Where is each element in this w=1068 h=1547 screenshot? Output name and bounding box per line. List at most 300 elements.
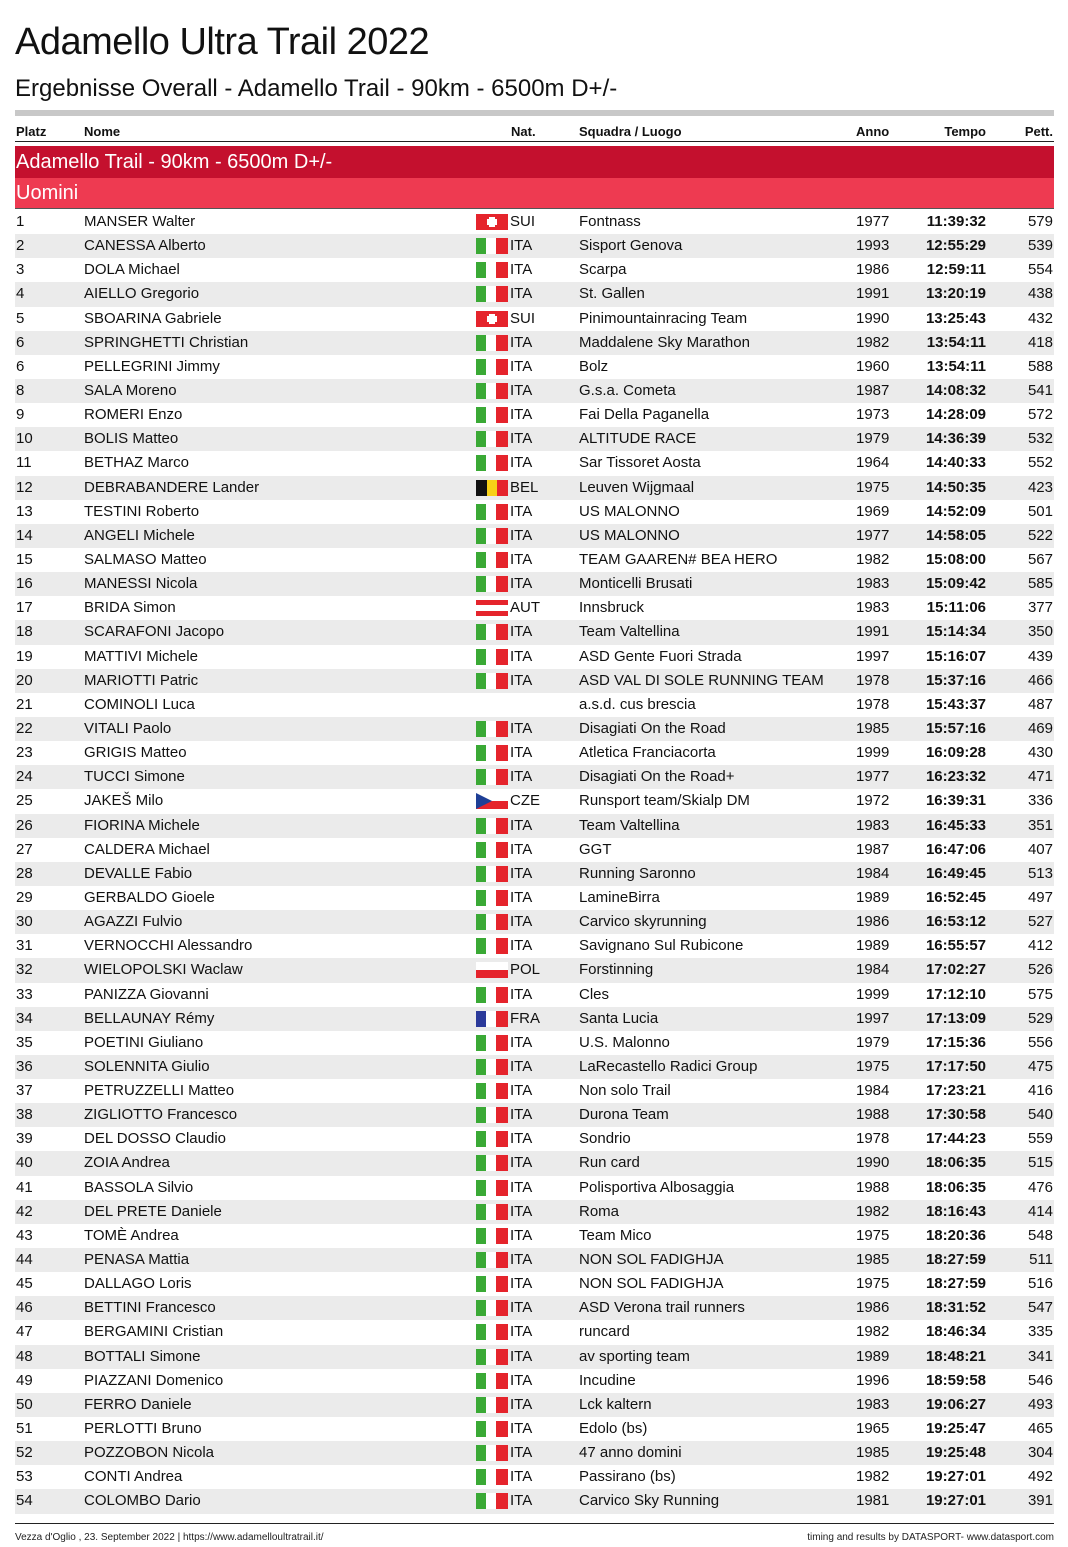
result-pett: 567 xyxy=(1027,550,1053,568)
italy-flag-icon xyxy=(476,431,508,447)
result-tempo: 13:20:19 xyxy=(925,285,986,303)
result-anno: 1987 xyxy=(856,381,890,399)
result-tempo: 19:25:47 xyxy=(925,1420,986,1438)
result-team: Run card xyxy=(579,1154,640,1172)
result-nome: BELLAUNAY Rémy xyxy=(84,1009,215,1027)
result-platz: 42 xyxy=(16,1202,33,1220)
result-tempo: 17:13:09 xyxy=(925,1009,986,1027)
result-pett: 526 xyxy=(1027,961,1053,979)
result-anno: 1990 xyxy=(856,309,890,327)
table-row xyxy=(15,282,1054,306)
result-anno: 1969 xyxy=(856,502,890,520)
result-platz: 51 xyxy=(16,1420,33,1438)
table-row xyxy=(15,1055,1054,1079)
result-team: Fontnass xyxy=(579,213,641,230)
result-anno: 1987 xyxy=(856,840,890,858)
result-nome: PIAZZANI Domenico xyxy=(84,1371,224,1389)
result-tempo: 15:14:34 xyxy=(925,623,986,641)
italy-flag-icon xyxy=(476,552,508,568)
result-nome: AIELLO Gregorio xyxy=(84,285,200,303)
result-platz: 38 xyxy=(16,1106,33,1124)
result-nat: ITA xyxy=(510,744,533,762)
result-team: Roma xyxy=(579,1202,620,1220)
result-team: Disagiati On the Road xyxy=(579,719,726,737)
italy-flag-icon xyxy=(476,914,508,930)
result-platz: 35 xyxy=(16,1033,33,1051)
result-anno: 1960 xyxy=(856,357,890,375)
col-pett: Pett. xyxy=(1024,124,1053,139)
result-platz: 5 xyxy=(16,309,25,327)
result-platz: 22 xyxy=(16,719,33,737)
result-team: Monticelli Brusati xyxy=(579,575,693,593)
result-nome: ANGELI Michele xyxy=(84,526,195,544)
result-anno: 1985 xyxy=(856,719,890,737)
result-tempo: 18:31:52 xyxy=(925,1299,986,1317)
result-nat: ITA xyxy=(510,1226,533,1244)
result-pett: 497 xyxy=(1027,888,1053,906)
result-tempo: 16:47:06 xyxy=(925,840,986,858)
result-pett: 416 xyxy=(1027,1082,1053,1100)
result-anno: 1981 xyxy=(856,1492,890,1510)
result-platz: 47 xyxy=(16,1323,33,1341)
italy-flag-icon xyxy=(476,1445,508,1461)
result-team: Leuven Wijgmaal xyxy=(579,478,695,496)
result-team: 47 anno domini xyxy=(579,1444,682,1462)
result-pett: 475 xyxy=(1027,1057,1053,1075)
result-nome: AGAZZI Fulvio xyxy=(84,913,183,931)
result-anno: 1993 xyxy=(856,237,890,255)
result-pett: 432 xyxy=(1027,309,1053,327)
result-pett: 466 xyxy=(1027,671,1053,689)
result-team: Lck kaltern xyxy=(579,1395,652,1413)
result-tempo: 18:59:58 xyxy=(925,1371,986,1389)
result-nat: ITA xyxy=(510,1130,533,1148)
result-pett: 351 xyxy=(1027,816,1053,834)
result-pett: 336 xyxy=(1027,792,1053,810)
result-nat: ITA xyxy=(510,381,533,399)
result-pett: 476 xyxy=(1027,1178,1053,1196)
result-tempo: 17:23:21 xyxy=(925,1082,986,1100)
page-subtitle: Ergebnisse Overall - Adamello Trail - 90km - 6500m D+/- xyxy=(15,75,618,102)
result-nome: BASSOLA Silvio xyxy=(84,1178,194,1196)
result-pett: 493 xyxy=(1027,1395,1053,1413)
result-pett: 546 xyxy=(1027,1371,1053,1389)
result-platz: 6 xyxy=(16,357,25,375)
result-anno: 1975 xyxy=(856,1057,890,1075)
result-tempo: 17:15:36 xyxy=(925,1033,986,1051)
result-team: Carvico skyrunning xyxy=(579,913,707,931)
result-nome: COMINOLI Luca xyxy=(84,695,195,713)
result-nome: PETRUZZELLI Matteo xyxy=(84,1082,235,1100)
result-pett: 552 xyxy=(1027,454,1053,472)
result-anno: 1999 xyxy=(856,744,890,762)
result-platz: 30 xyxy=(16,913,33,931)
result-anno: 1979 xyxy=(856,430,890,448)
result-nome: SPRINGHETTI Christian xyxy=(84,333,249,351)
col-tempo: Tempo xyxy=(944,124,986,139)
result-platz: 54 xyxy=(16,1492,33,1510)
result-tempo: 14:50:35 xyxy=(925,478,986,496)
result-team: ALTITUDE RACE xyxy=(579,430,697,448)
result-nome: ZOIA Andrea xyxy=(84,1154,170,1172)
result-pett: 588 xyxy=(1027,357,1053,375)
result-pett: 516 xyxy=(1027,1275,1053,1293)
table-row xyxy=(15,258,1054,282)
result-team: runcard xyxy=(579,1323,630,1341)
result-anno: 1975 xyxy=(856,1275,890,1293)
result-tempo: 19:27:01 xyxy=(925,1468,986,1486)
result-nome: TESTINI Roberto xyxy=(84,502,200,520)
italy-flag-icon xyxy=(476,938,508,954)
table-row xyxy=(15,572,1054,596)
result-nat: ITA xyxy=(510,1033,533,1051)
table-row xyxy=(15,983,1054,1007)
result-team: US MALONNO xyxy=(579,502,680,520)
result-pett: 465 xyxy=(1027,1420,1053,1438)
result-team: Maddalene Sky Marathon xyxy=(579,333,750,351)
result-nome: BOTTALI Simone xyxy=(84,1347,201,1365)
italy-flag-icon xyxy=(476,455,508,471)
result-platz: 6 xyxy=(16,333,25,351)
result-anno: 1982 xyxy=(856,1468,890,1486)
result-tempo: 14:28:09 xyxy=(925,406,986,424)
result-nat: SUI xyxy=(510,309,536,327)
result-platz: 23 xyxy=(16,744,33,762)
czech-flag-icon xyxy=(476,793,508,809)
result-nat: ITA xyxy=(510,1057,533,1075)
table-row xyxy=(15,1079,1054,1103)
result-nome: BOLIS Matteo xyxy=(84,430,179,448)
result-anno: 1982 xyxy=(856,550,890,568)
result-anno: 1986 xyxy=(856,1299,890,1317)
result-nome: CONTI Andrea xyxy=(84,1468,183,1486)
result-nat: ITA xyxy=(510,864,533,882)
result-team: Team Valtellina xyxy=(579,623,680,641)
result-pett: 423 xyxy=(1027,478,1053,496)
result-nome: DEL PRETE Daniele xyxy=(84,1202,222,1220)
result-anno: 1984 xyxy=(856,864,890,882)
result-nat: ITA xyxy=(510,261,533,279)
result-nome: MATTIVI Michele xyxy=(84,647,198,665)
result-nome: CALDERA Michael xyxy=(84,840,210,858)
result-anno: 1965 xyxy=(856,1420,890,1438)
result-nome: DEVALLE Fabio xyxy=(84,864,193,882)
result-anno: 1985 xyxy=(856,1444,890,1462)
italy-flag-icon xyxy=(476,1324,508,1340)
result-team: Savignano Sul Rubicone xyxy=(579,937,744,955)
result-platz: 19 xyxy=(16,647,33,665)
result-nat: ITA xyxy=(510,1299,533,1317)
result-nome: BETTINI Francesco xyxy=(84,1299,216,1317)
result-nome: PENASA Mattia xyxy=(84,1251,190,1269)
table-row xyxy=(15,1127,1054,1151)
result-nome: WIELOPOLSKI Waclaw xyxy=(84,961,243,979)
result-nat: ITA xyxy=(510,913,533,931)
result-nat: ITA xyxy=(510,985,533,1003)
result-tempo: 14:40:33 xyxy=(925,454,986,472)
table-row xyxy=(15,524,1054,548)
result-team: LaRecastello Radici Group xyxy=(579,1057,758,1075)
result-team: NON SOL FADIGHJA xyxy=(579,1251,724,1269)
result-tempo: 17:17:50 xyxy=(925,1057,986,1075)
result-anno: 1984 xyxy=(856,961,890,979)
result-team: Running Saronno xyxy=(579,864,696,882)
result-nome: MARIOTTI Patric xyxy=(84,671,199,689)
result-anno: 1989 xyxy=(856,937,890,955)
italy-flag-icon xyxy=(476,1252,508,1268)
result-tempo: 15:09:42 xyxy=(925,575,986,593)
result-team: Edolo (bs) xyxy=(579,1420,648,1438)
result-tempo: 12:55:29 xyxy=(925,237,986,255)
result-team: Team Mico xyxy=(579,1226,652,1244)
poland-flag-icon xyxy=(476,962,508,978)
italy-flag-icon xyxy=(476,1204,508,1220)
result-pett: 522 xyxy=(1027,526,1053,544)
result-nat: ITA xyxy=(510,623,533,641)
result-anno: 1989 xyxy=(856,1347,890,1365)
table-row xyxy=(15,355,1054,379)
result-pett: 469 xyxy=(1027,719,1053,737)
result-anno: 1975 xyxy=(856,478,890,496)
table-row xyxy=(15,476,1054,500)
table-row xyxy=(15,1369,1054,1393)
result-tempo: 17:02:27 xyxy=(925,961,986,979)
result-platz: 31 xyxy=(16,937,33,955)
result-pett: 554 xyxy=(1027,261,1053,279)
result-nat: ITA xyxy=(510,285,533,303)
result-pett: 501 xyxy=(1027,502,1053,520)
result-team: Scarpa xyxy=(579,261,627,279)
result-pett: 548 xyxy=(1027,1226,1053,1244)
italy-flag-icon xyxy=(476,673,508,689)
result-anno: 1977 xyxy=(856,768,890,786)
result-platz: 4 xyxy=(16,285,25,303)
result-anno: 1999 xyxy=(856,985,890,1003)
result-nome: BERGAMINI Cristian xyxy=(84,1323,224,1341)
result-nat: SUI xyxy=(510,213,536,230)
table-row xyxy=(15,403,1054,427)
result-nat: ITA xyxy=(510,719,533,737)
result-platz: 48 xyxy=(16,1347,33,1365)
result-platz: 12 xyxy=(16,478,33,496)
table-row xyxy=(15,548,1054,572)
italy-flag-icon xyxy=(476,359,508,375)
italy-flag-icon xyxy=(476,1397,508,1413)
italy-flag-icon xyxy=(476,1131,508,1147)
result-team: TEAM GAAREN# BEA HERO xyxy=(579,550,778,568)
result-nat: ITA xyxy=(510,647,533,665)
table-row xyxy=(15,427,1054,451)
footer-right: timing and results by DATASPORT- www.datasport.com xyxy=(807,1532,1054,1543)
result-nome: DOLA Michael xyxy=(84,261,180,279)
result-platz: 9 xyxy=(16,406,25,424)
italy-flag-icon xyxy=(476,1349,508,1365)
result-nat: ITA xyxy=(510,1178,533,1196)
table-row xyxy=(15,331,1054,355)
result-platz: 3 xyxy=(16,261,25,279)
result-nat: ITA xyxy=(510,1395,533,1413)
result-nat: ITA xyxy=(510,1468,533,1486)
result-anno: 1989 xyxy=(856,888,890,906)
italy-flag-icon xyxy=(476,1300,508,1316)
result-nome: DEL DOSSO Claudio xyxy=(84,1130,227,1148)
result-pett: 439 xyxy=(1027,647,1053,665)
result-nat: ITA xyxy=(510,575,533,593)
result-team: Cles xyxy=(579,985,610,1003)
switzerland-flag-icon xyxy=(476,214,508,230)
result-anno: 1986 xyxy=(856,261,890,279)
result-anno: 1982 xyxy=(856,1323,890,1341)
result-platz: 29 xyxy=(16,888,33,906)
result-team: Durona Team xyxy=(579,1106,669,1124)
result-platz: 26 xyxy=(16,816,33,834)
result-anno: 1978 xyxy=(856,671,890,689)
table-row xyxy=(15,1296,1054,1320)
italy-flag-icon xyxy=(476,866,508,882)
result-tempo: 18:06:35 xyxy=(925,1178,986,1196)
result-platz: 44 xyxy=(16,1251,33,1269)
result-platz: 40 xyxy=(16,1154,33,1172)
result-nat: ITA xyxy=(510,1154,533,1172)
result-anno: 1982 xyxy=(856,1202,890,1220)
result-platz: 53 xyxy=(16,1468,33,1486)
italy-flag-icon xyxy=(476,890,508,906)
result-platz: 41 xyxy=(16,1178,33,1196)
result-pett: 438 xyxy=(1027,285,1053,303)
table-row xyxy=(15,886,1054,910)
italy-flag-icon xyxy=(476,1228,508,1244)
result-nome: MANESSI Nicola xyxy=(84,575,198,593)
result-platz: 45 xyxy=(16,1275,33,1293)
result-nat: ITA xyxy=(510,1347,533,1365)
result-anno: 1983 xyxy=(856,816,890,834)
result-tempo: 16:39:31 xyxy=(925,792,986,810)
result-anno: 1984 xyxy=(856,1082,890,1100)
result-nome: PANIZZA Giovanni xyxy=(84,985,209,1003)
result-nome: DALLAGO Loris xyxy=(84,1275,192,1293)
result-pett: 304 xyxy=(1027,1444,1053,1462)
result-anno: 1991 xyxy=(856,285,890,303)
table-row xyxy=(15,1200,1054,1224)
table-row xyxy=(15,1320,1054,1344)
austria-flag-icon xyxy=(476,600,508,616)
result-nat: ITA xyxy=(510,1251,533,1269)
result-nome: MANSER Walter xyxy=(84,213,196,230)
result-platz: 15 xyxy=(16,550,33,568)
italy-flag-icon xyxy=(476,721,508,737)
result-tempo: 16:55:57 xyxy=(925,937,986,955)
result-pett: 492 xyxy=(1027,1468,1053,1486)
result-tempo: 18:48:21 xyxy=(925,1347,986,1365)
footer-left: Vezza d'Oglio , 23. September 2022 | https://www.adamelloultratrail.it/ xyxy=(15,1532,324,1543)
italy-flag-icon xyxy=(476,286,508,302)
result-nome: SALMASO Matteo xyxy=(84,550,207,568)
table-row xyxy=(15,1441,1054,1465)
result-platz: 25 xyxy=(16,792,33,810)
result-pett: 539 xyxy=(1027,237,1053,255)
result-anno: 1997 xyxy=(856,647,890,665)
result-team: G.s.a. Cometa xyxy=(579,381,676,399)
result-team: Polisportiva Albosaggia xyxy=(579,1178,735,1196)
italy-flag-icon xyxy=(476,1059,508,1075)
table-row xyxy=(15,1272,1054,1296)
result-nome: ZIGLIOTTO Francesco xyxy=(84,1106,238,1124)
table-row xyxy=(15,596,1054,620)
result-tempo: 14:36:39 xyxy=(925,430,986,448)
table-row xyxy=(15,1007,1054,1031)
result-nat: ITA xyxy=(510,406,533,424)
result-nome: SALA Moreno xyxy=(84,381,177,399)
result-platz: 27 xyxy=(16,840,33,858)
france-flag-icon xyxy=(476,1011,508,1027)
result-team: Non solo Trail xyxy=(579,1082,671,1100)
result-pett: 414 xyxy=(1027,1202,1053,1220)
result-tempo: 16:45:33 xyxy=(925,816,986,834)
result-pett: 575 xyxy=(1027,985,1053,1003)
result-team: Sisport Genova xyxy=(579,237,683,255)
result-pett: 527 xyxy=(1027,913,1053,931)
result-nome: JAKEŠ Milo xyxy=(84,792,164,810)
result-nome: TOMÈ Andrea xyxy=(84,1226,179,1244)
result-tempo: 19:25:48 xyxy=(925,1444,986,1462)
result-tempo: 16:09:28 xyxy=(925,744,986,762)
result-nat: ITA xyxy=(510,1106,533,1124)
result-nome: VERNOCCHI Alessandro xyxy=(84,937,253,955)
result-team: St. Gallen xyxy=(579,285,645,303)
result-team: Sondrio xyxy=(579,1130,631,1148)
italy-flag-icon xyxy=(476,1493,508,1509)
result-nat: ITA xyxy=(510,768,533,786)
result-nat: ITA xyxy=(510,1202,533,1220)
table-row xyxy=(15,1031,1054,1055)
result-pett: 335 xyxy=(1027,1323,1053,1341)
result-pett: 529 xyxy=(1027,1009,1053,1027)
italy-flag-icon xyxy=(476,238,508,254)
result-tempo: 15:11:06 xyxy=(926,599,986,617)
result-anno: 1973 xyxy=(856,406,890,424)
table-row xyxy=(15,910,1054,934)
column-header-row xyxy=(15,120,1054,142)
result-platz: 46 xyxy=(16,1299,33,1317)
result-pett: 471 xyxy=(1027,768,1053,786)
result-tempo: 16:23:32 xyxy=(925,768,986,786)
result-team: Atletica Franciacorta xyxy=(579,744,716,762)
result-team: Runsport team/Skialp DM xyxy=(579,792,750,810)
result-platz: 8 xyxy=(16,381,25,399)
result-anno: 1990 xyxy=(856,1154,890,1172)
result-anno: 1996 xyxy=(856,1371,890,1389)
result-tempo: 18:46:34 xyxy=(925,1323,986,1341)
italy-flag-icon xyxy=(476,262,508,278)
result-nat: ITA xyxy=(510,333,533,351)
result-platz: 14 xyxy=(16,526,33,544)
result-team: Disagiati On the Road+ xyxy=(579,768,735,786)
result-nome: PELLEGRINI Jimmy xyxy=(84,357,220,375)
result-team: LamineBirra xyxy=(579,888,660,906)
result-team: Incudine xyxy=(579,1371,636,1389)
result-platz: 39 xyxy=(16,1130,33,1148)
result-pett: 585 xyxy=(1027,575,1053,593)
result-tempo: 15:37:16 xyxy=(925,671,986,689)
result-nome: SBOARINA Gabriele xyxy=(84,309,222,327)
italy-flag-icon xyxy=(476,1083,508,1099)
italy-flag-icon xyxy=(476,1180,508,1196)
result-team: Team Valtellina xyxy=(579,816,680,834)
italy-flag-icon xyxy=(476,1373,508,1389)
table-row xyxy=(15,500,1054,524)
result-anno: 1972 xyxy=(856,792,890,810)
result-pett: 391 xyxy=(1027,1492,1053,1510)
